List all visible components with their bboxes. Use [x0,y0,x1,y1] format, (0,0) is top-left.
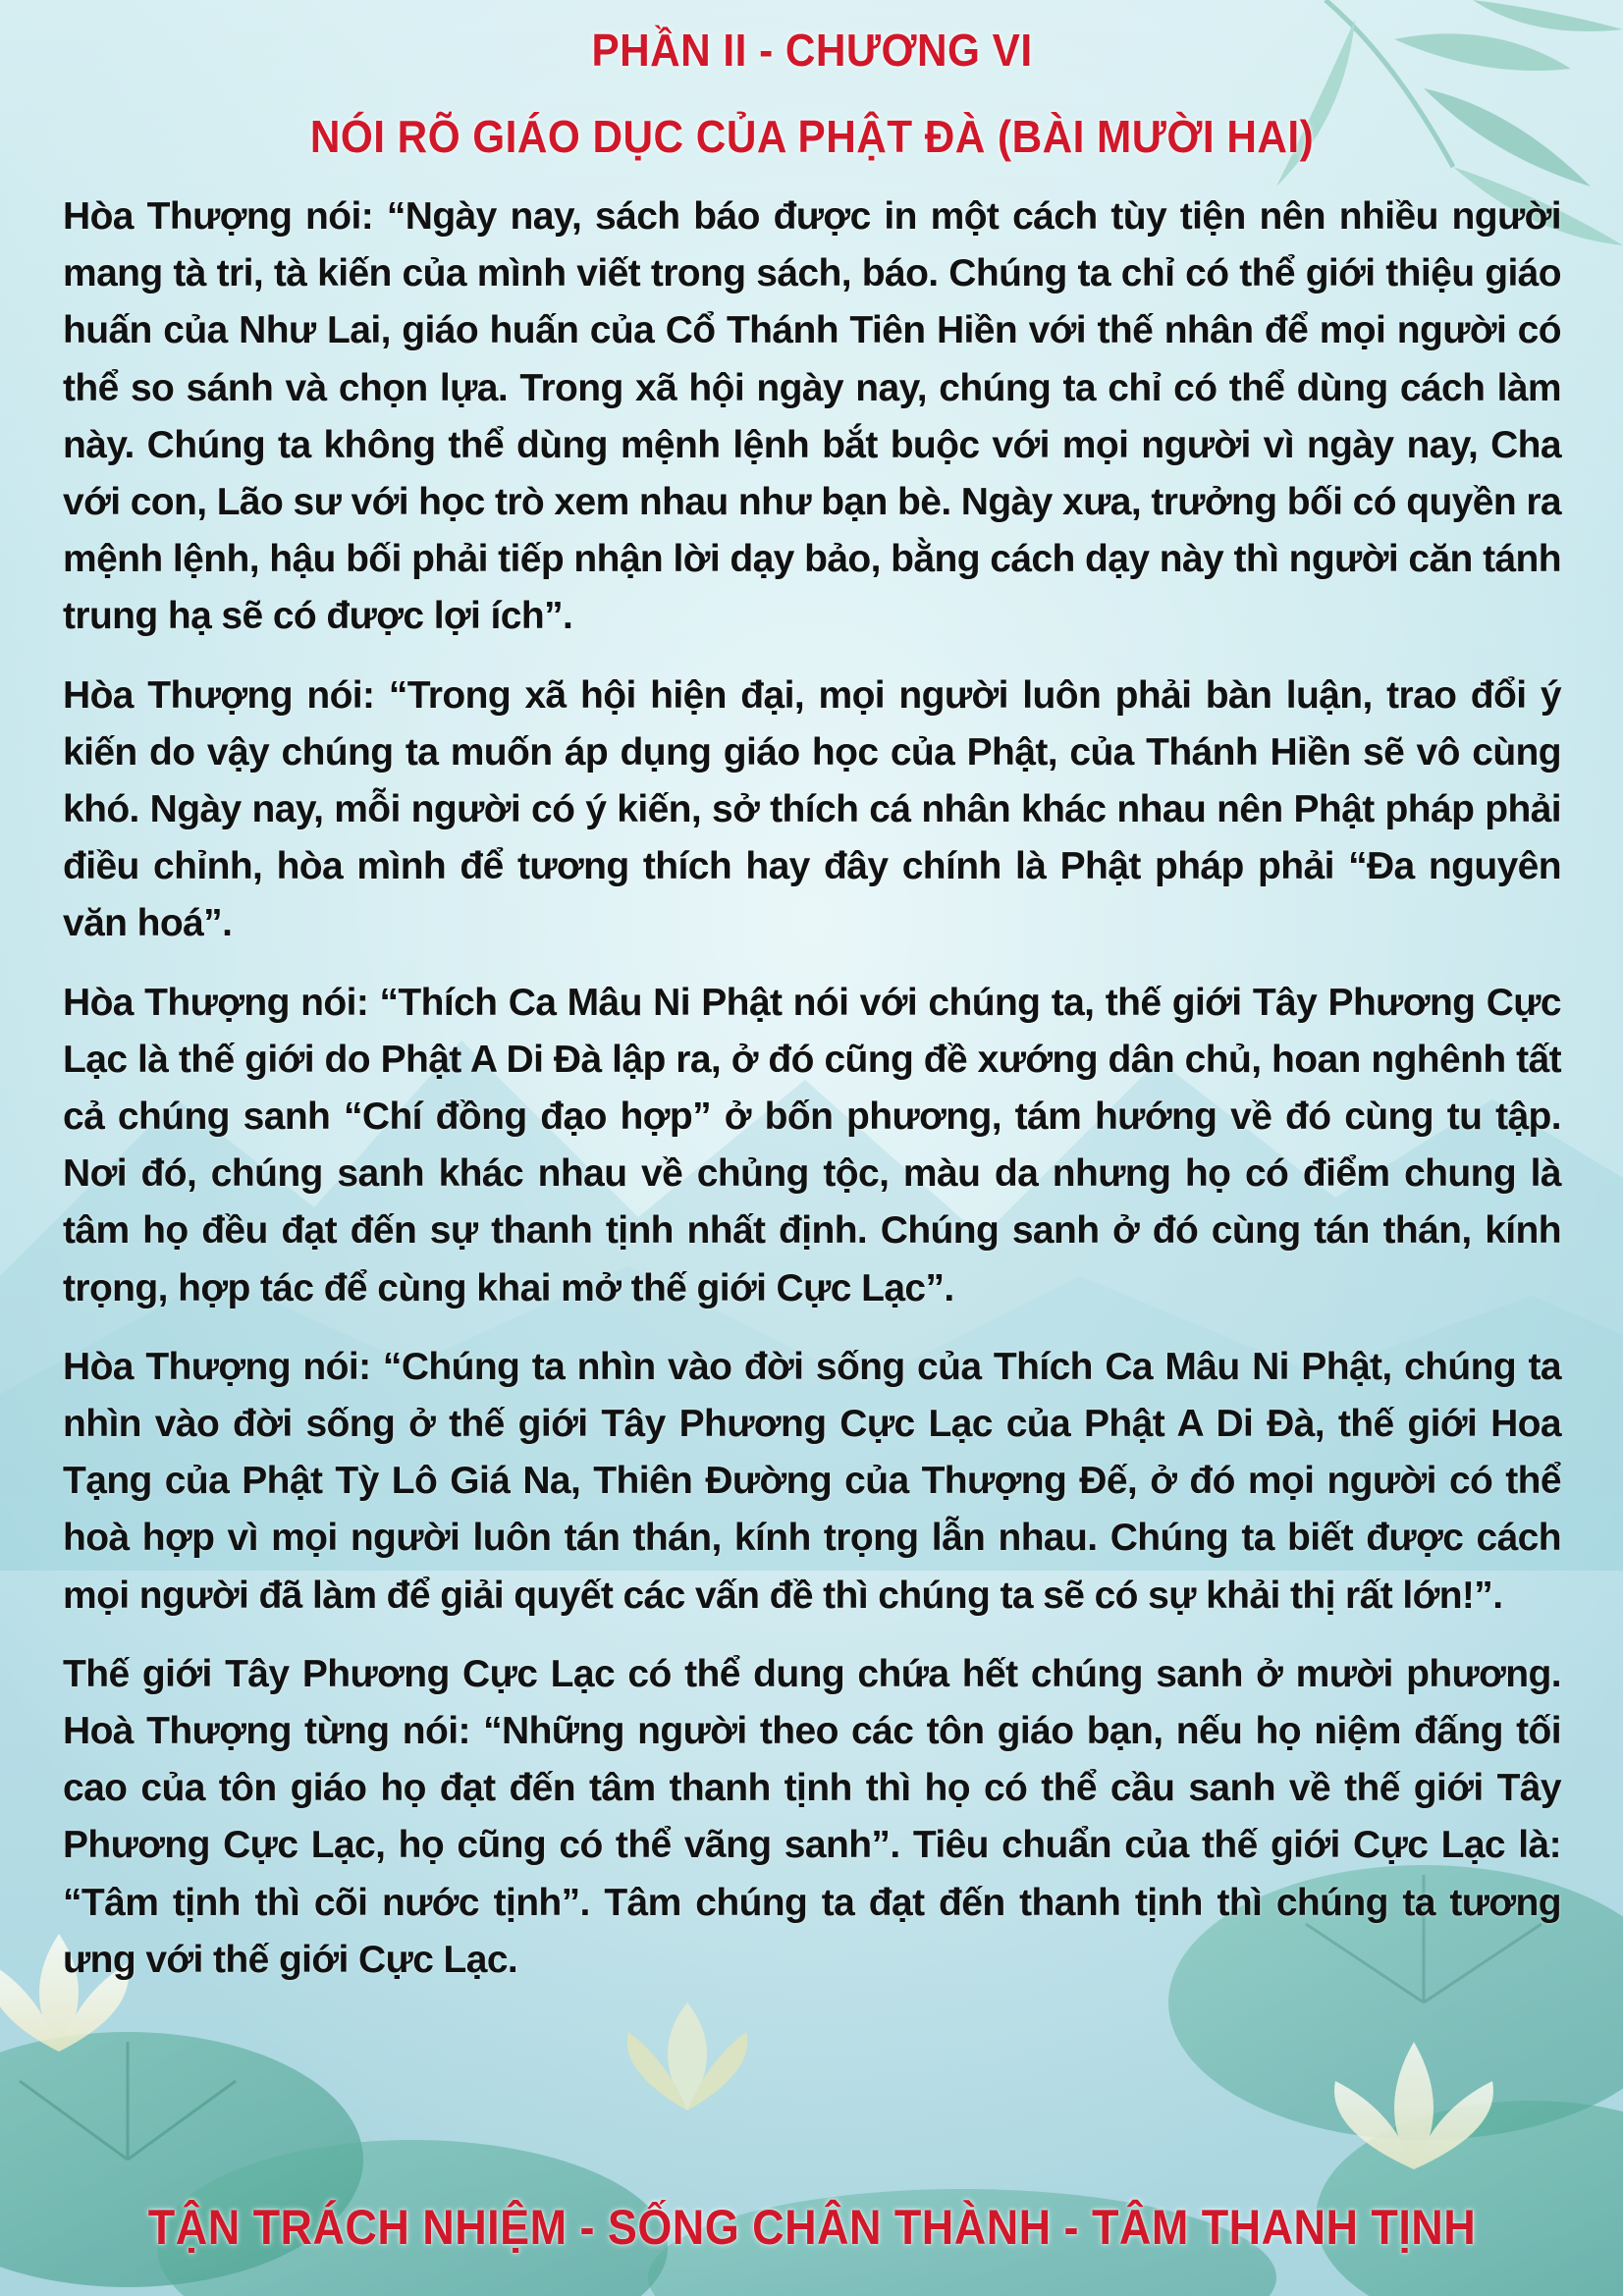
article-body [63,188,1561,2010]
paragraph: Hòa Thượng nói: “Trong xã hội hiện đại, mọi người luôn phải bàn luận, trao đổi ý kiến do vậy chúng ta muốn áp dụng giáo học của Phật, của Thánh Hiền sẽ vô cùng khó. Ngày nay, mỗi người có ý kiến, sở thích cá nhân khác nhau nên Phật pháp phải điều chỉnh, hòa mình để tương thích hay đây chính là Phật pháp phải “Đa nguyên văn hoá”. [63,673,1561,945]
paragraph: Thế giới Tây Phương Cực Lạc có thể dung chứa hết chúng sanh ở mười phương. Hoà Thượng từng nói: “Những người theo các tôn giáo bạn, nếu họ niệm đấng tối cao của tôn giáo họ đạt đến tâm thanh tịnh thì họ có thể cầu sanh về thế giới Tây Phương Cực Lạc, họ cũng có thể vãng sanh”. Tiêu chuẩn của thế giới Cực Lạc là: “Tâm tịnh thì cõi nước tịnh”. Tâm chúng ta đạt đến thanh tịnh thì chúng ta tương ưng với thế giới Cực Lạc. [63,1652,1561,1981]
paragraph: Hòa Thượng nói: “Chúng ta nhìn vào đời sống của Thích Ca Mâu Ni Phật, chúng ta nhìn vào đời sống ở thế giới Tây Phương Cực Lạc của Phật A Di Đà, thế giới Hoa Tạng của Phật Tỳ Lô Giá Na, Thiên Đường của Thượng Đế, ở đó mọi người có thể hoà hợp vì mọi người luôn tán thán, kính trọng lẫn nhau. Chúng ta biết được cách mọi người đã làm để giải quyết các vấn đề thì chúng ta sẽ có sự khải thị rất lớn!”. [63,1345,1561,1617]
footer-motto: TẬN TRÁCH NHIỆM - SỐNG CHÂN THÀNH - TÂM THANH TỊNH [147,2200,1477,2255]
page-content [63,0,1561,2296]
chapter-heading: PHẦN II - CHƯƠNG VI [591,25,1033,76]
paragraph: Hòa Thượng nói: “Thích Ca Mâu Ni Phật nói với chúng ta, thế giới Tây Phương Cực Lạc là thế giới do Phật A Di Đà lập ra, ở đó cũng đề xướng dân chủ, hoan nghênh tất cả chúng sanh “Chí đồng đạo hợp” ở bốn phương, tám hướng về đó cùng tu tập. Nơi đó, chúng sanh khác nhau về chủng tộc, màu da nhưng họ có điểm chung là tâm họ đều đạt đến sự thanh tịnh nhất định. Chúng sanh ở đó cùng tán thán, kính trọng, hợp tác để cùng khai mở thế giới Cực Lạc”. [63,981,1561,1309]
paragraph: Hòa Thượng nói: “Ngày nay, sách báo được in một cách tùy tiện nên nhiều người mang tà tri, tà kiến của mình viết trong sách, báo. Chúng ta chỉ có thể giới thiệu giáo huấn của Như Lai, giáo huấn của Cổ Thánh Tiên Hiền với thế nhân để mọi người có thể so sánh và chọn lựa. Trong xã hội ngày nay, chúng ta chỉ có thể dùng cách làm này. Chúng ta không thể dùng mệnh lệnh bắt buộc với mọi người vì ngày nay, Cha với con, Lão sư với học trò xem nhau như bạn bè. Ngày xưa, trưởng bối có quyền ra mệnh lệnh, hậu bối phải tiếp nhận lời dạy bảo, bằng cách dạy này thì người căn tánh trung hạ sẽ có được lợi ích”. [63,195,1561,638]
lesson-title: NÓI RÕ GIÁO DỤC CỦA PHẬT ĐÀ (BÀI MƯỜI HAI) [309,111,1315,162]
